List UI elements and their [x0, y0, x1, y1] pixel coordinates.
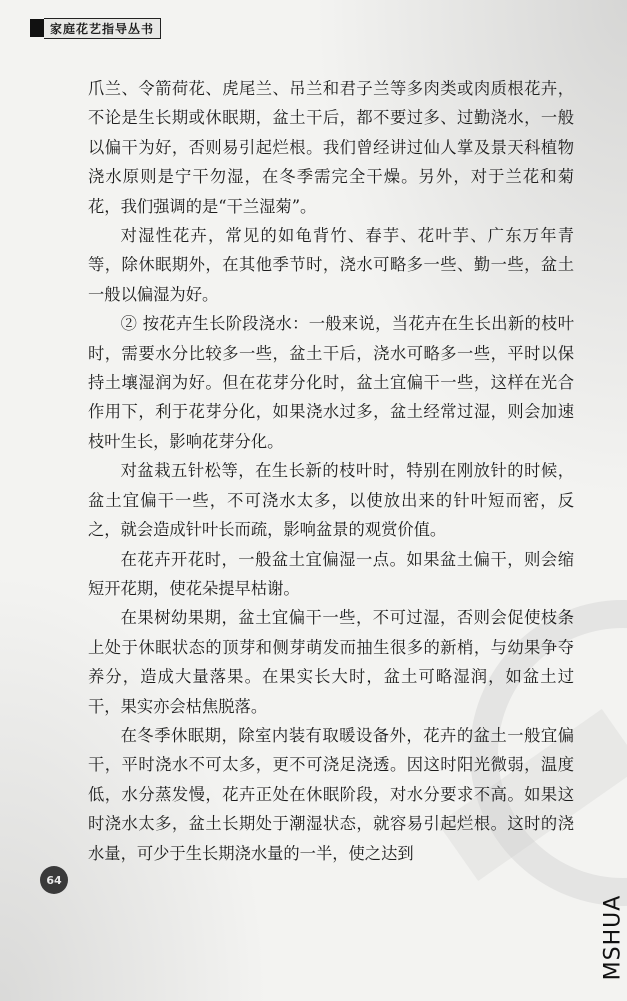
paragraph: 对湿性花卉，常见的如龟背竹、春芋、花叶芋、广东万年青等，除休眠期外，在其他季节时，浇水可略多一些、勤一些，盆土一般以偏湿为好。	[88, 226, 574, 304]
paragraph: 在果树幼果期，盆土宜偏干一些，不可过湿，否则会促使枝条上处于休眠状态的顶芽和侧芽萌发而抽生很多的新梢，与幼果争夺养分，造成大量落果。在果实长大时，盆土可略湿润，如盆土过干，果实亦会枯焦脱落。	[88, 608, 574, 716]
paragraph: ② 按花卉生长阶段浇水：一般来说，当花卉在生长出新的枝叶时，需要水分比较多一些，盆土干后，浇水可略多一些，平时以保持土壤湿润为好。但在花芽分化时，盆土宜偏干一些，这样在光合作用下，利于花芽分化，如果浇水过多，盆土经常过湿，则会加速枝叶生长，影响花芽分化。	[88, 314, 574, 451]
body-text	[88, 74, 574, 868]
series-title: 家庭花艺指导丛书	[44, 18, 161, 39]
paragraph: 对盆栽五针松等，在生长新的枝叶时，特别在刚放针的时候，盆土宜偏干一些，不可浇水太多，以使放出来的针叶短而密，反之，就会造成针叶长而疏，影响盆景的观赏价值。	[88, 461, 574, 540]
side-watermark-text: MSHUA	[600, 894, 625, 981]
paragraph: 爪兰、令箭荷花、虎尾兰、吊兰和君子兰等多肉类或肉质根花卉，不论是生长期或休眠期，盆土干后，都不要过多、过勤浇水，一般以偏干为好，否则易引起烂根。我们曾经讲过仙人掌及景天科植物浇水原则是宁干勿湿，在冬季需完全干燥。另外，对于兰花和菊花，我们强调的是“干兰湿菊”。	[88, 79, 574, 216]
paragraph: 在花卉开花时，一般盆土宜偏湿一点。如果盆土偏干，则会缩短开花期，使花朵提早枯谢。	[88, 549, 574, 598]
running-header	[30, 18, 161, 38]
header-block-mark	[30, 19, 44, 37]
side-watermark	[600, 880, 625, 995]
page-number: 64	[40, 866, 68, 894]
paragraph: 在冬季休眠期，除室内装有取暖设备外，花卉的盆土一般宜偏干，平时浇水不可太多，更不可浇足浇透。因这时阳光微弱，温度低，水分蒸发慢，花卉正处在休眠阶段，对水分要求不高。如果这时浇水太多，盆土长期处于潮湿状态，就容易引起烂根。这时的浇水量，可少于生长期浇水量的一半，使之达到	[88, 725, 574, 863]
